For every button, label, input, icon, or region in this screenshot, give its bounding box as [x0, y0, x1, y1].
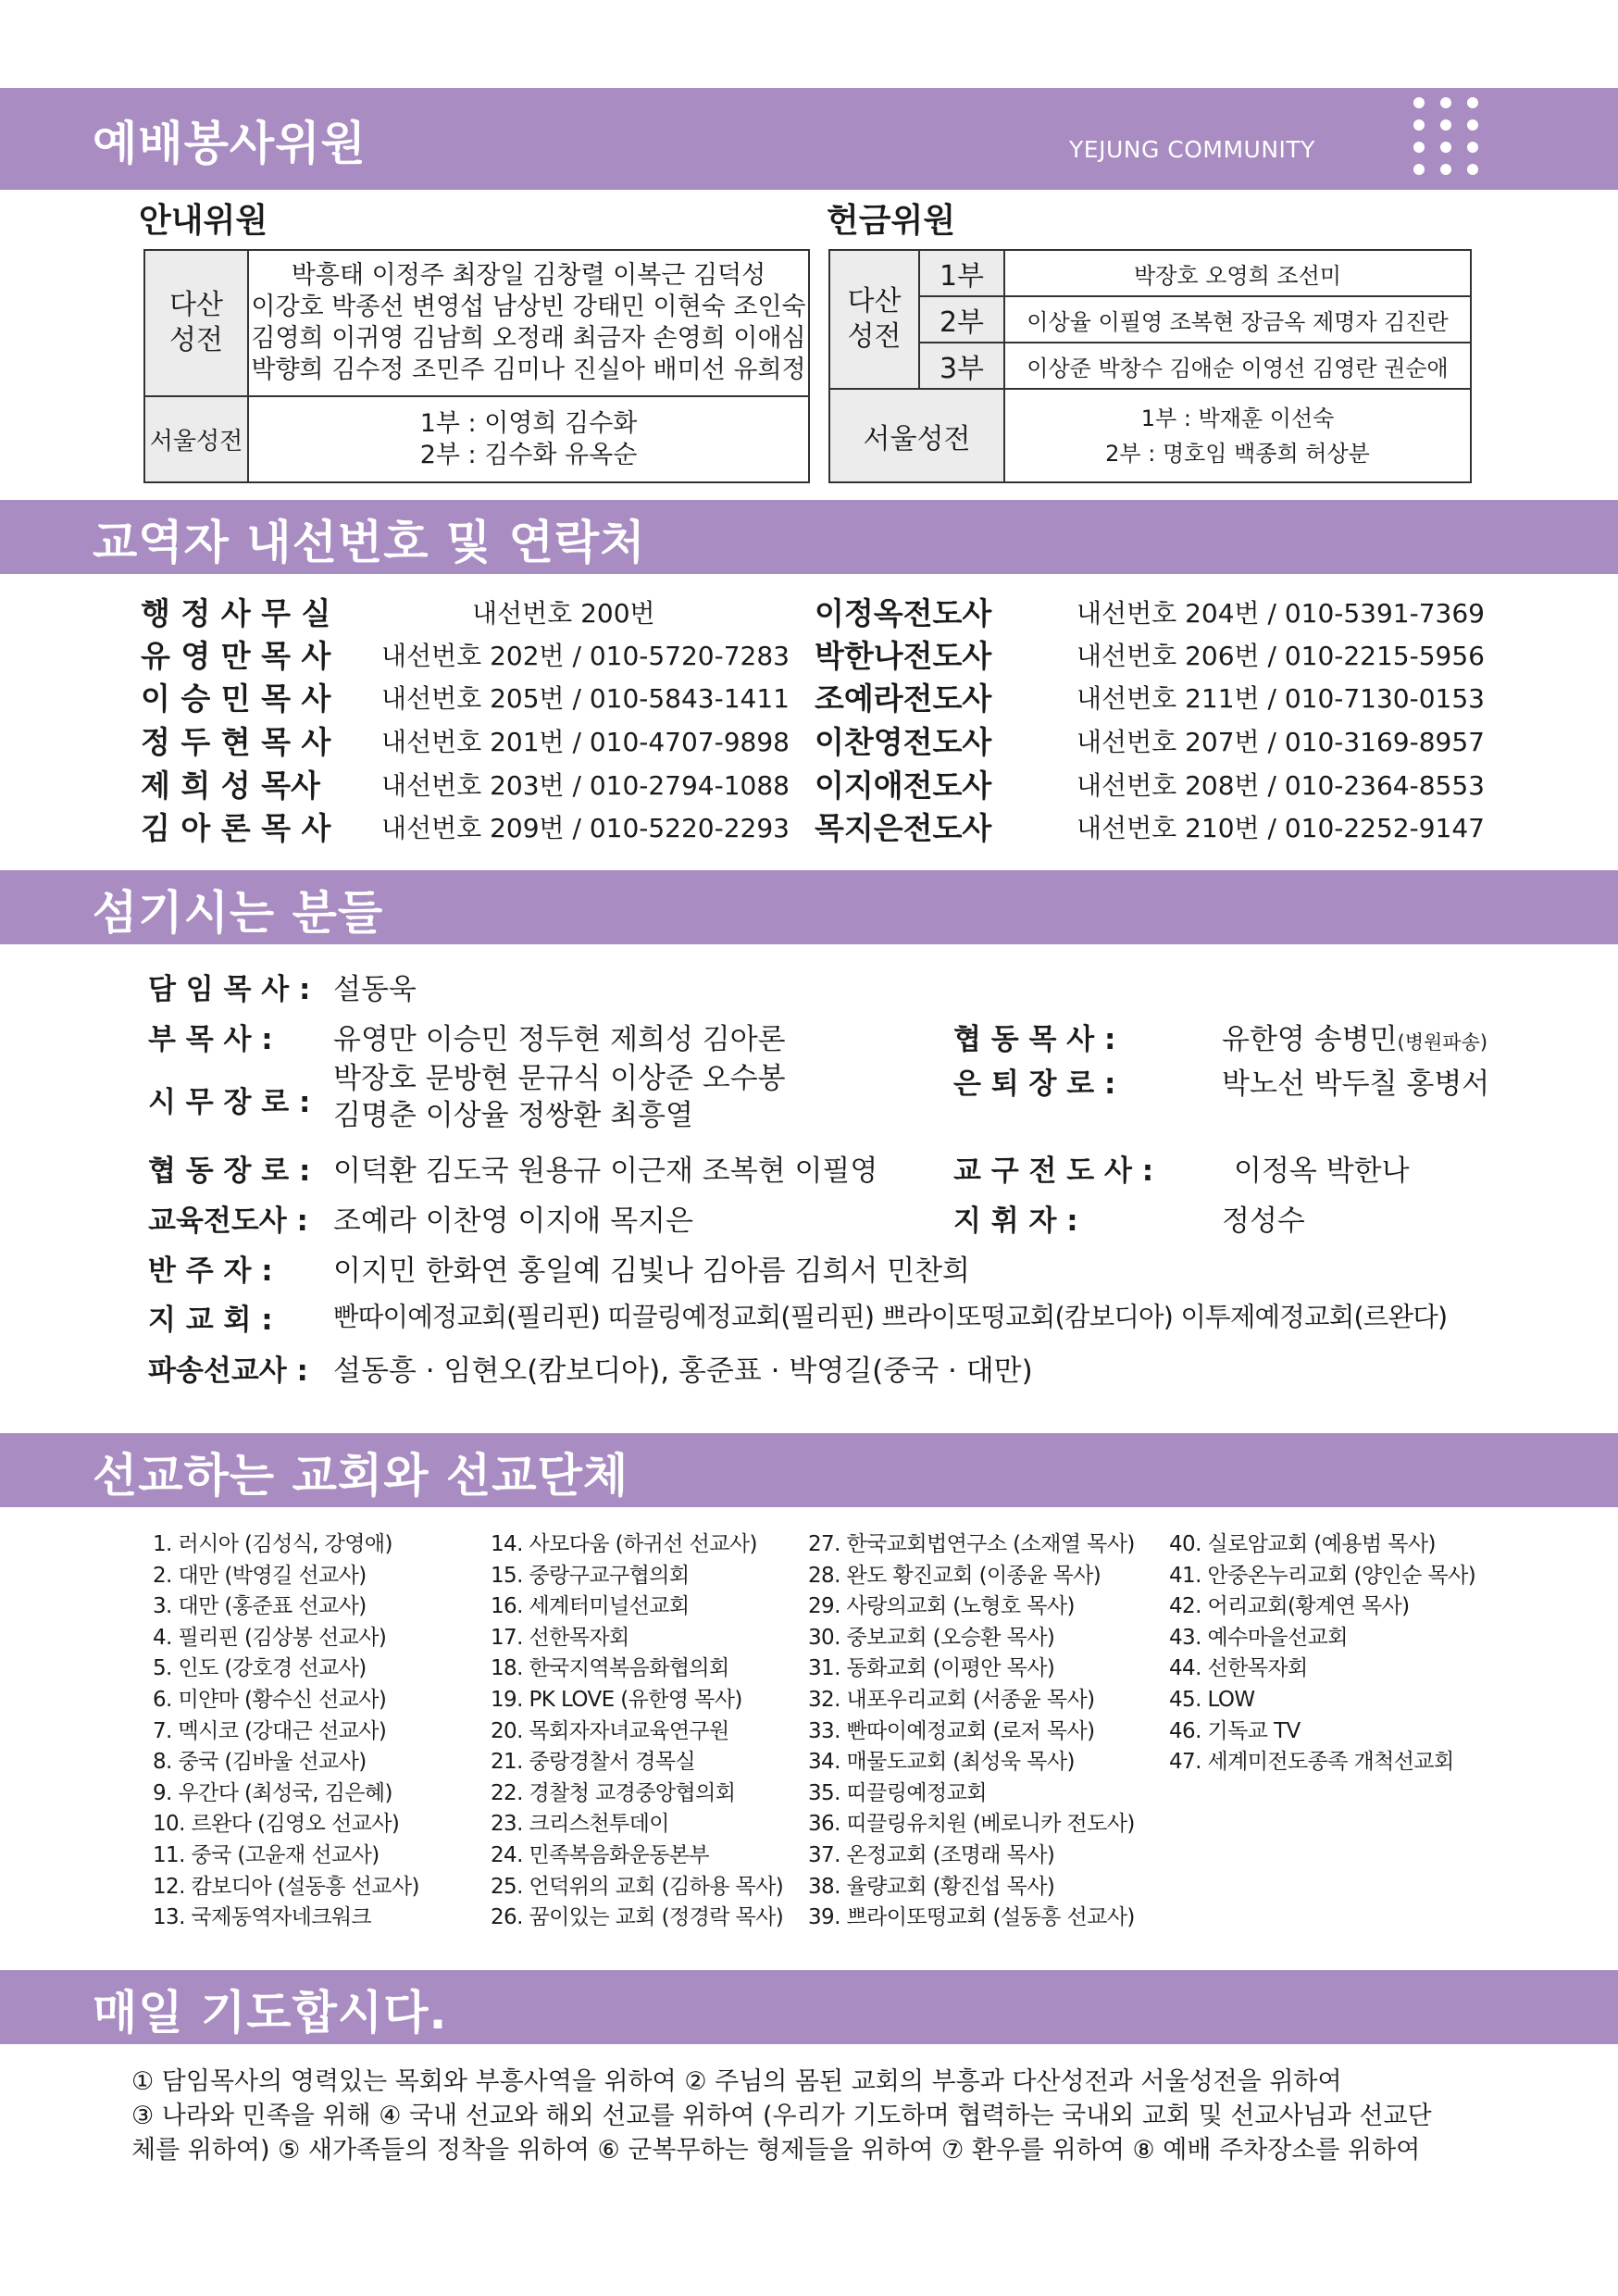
missions-section-header	[0, 1433, 1618, 1507]
contact-name: 정 두 현 목 사	[141, 724, 331, 760]
contact-name: 제 희 성 목사	[141, 767, 320, 804]
servant-label: 부 목 사 :	[148, 1023, 273, 1056]
list-item: 47. 세계미전도종족 개척선교회	[1169, 1750, 1454, 1775]
list-item: 35. 띠끌링예정교회	[808, 1780, 987, 1805]
servant-value: 유영만 이승민 정두현 제희성 김아론	[333, 1023, 786, 1056]
offering-names-1: 박장호 오영희 조선미	[1004, 250, 1471, 296]
list-item: 17. 선한목자회	[491, 1625, 629, 1650]
list-item: 30. 중보교회 (오승환 목사)	[808, 1625, 1055, 1650]
section-title-servants: 섬기시는 분들	[93, 886, 384, 940]
list-item: 31. 동화교회 (이평안 목사)	[808, 1656, 1055, 1681]
list-item: 18. 한국지역복음화협의회	[491, 1656, 729, 1681]
list-item: 28. 완도 황진교회 (이종윤 목사)	[808, 1563, 1101, 1588]
contact-row	[0, 808, 1618, 845]
servant-value: 이지민 한화연 홍일예 김빛나 김아름 김희서 민찬희	[333, 1254, 970, 1288]
missions-column-1	[153, 1529, 419, 1934]
contacts-section-header	[0, 500, 1618, 574]
ushers-table	[143, 249, 810, 483]
offering-names-2: 이상율 이필영 조복현 장금옥 제명자 김진란	[1004, 296, 1471, 343]
missions-column-4	[1169, 1529, 1475, 1778]
servant-value: 박장호 문방현 문규식 이상준 오수봉 김명춘 이상율 정쌍환 최흥열	[333, 1062, 786, 1132]
dot-grid-logo-icon	[1413, 97, 1478, 175]
servant-value: 조예라 이찬영 이지애 목지은	[333, 1204, 693, 1238]
list-item: 36. 띠끌링유치원 (베로니카 전도사)	[808, 1812, 1135, 1837]
servant-label: 지 휘 자 :	[953, 1204, 1078, 1238]
offering-part-3: 3부	[919, 343, 1004, 389]
contact-info: 내선번호 202번 / 010-5720-7283	[381, 641, 790, 671]
worship-section-header	[0, 88, 1618, 190]
contact-name: 조예라전도사	[815, 680, 992, 717]
list-item: 46. 기독교 TV	[1169, 1718, 1301, 1743]
servant-value: 박노선 박두칠 홍병서	[1222, 1067, 1490, 1101]
list-item: 22. 경찰청 교경중앙협의회	[491, 1780, 736, 1805]
list-item: 19. PK LOVE (유한영 목사)	[491, 1687, 742, 1712]
servant-label: 지 교 회 :	[148, 1304, 273, 1337]
section-title-worship: 예배봉사위원	[93, 117, 367, 170]
offering-title: 헌금위원	[827, 202, 956, 240]
servant-label: 시 무 장 로 :	[148, 1086, 311, 1119]
contact-name: 행 정 사 무 실	[141, 595, 331, 631]
list-item: 11. 중국 (고윤재 선교사)	[153, 1842, 380, 1867]
contact-info: 내선번호 205번 / 010-5843-1411	[381, 683, 790, 714]
contact-row	[0, 593, 1618, 630]
section-title-contacts: 교역자 내선번호 및 연락처	[93, 516, 646, 569]
list-item: 32. 내포우리교회 (서종윤 목사)	[808, 1687, 1095, 1712]
prayer-section-header	[0, 1970, 1618, 2044]
list-item: 37. 온정교회 (조명래 목사)	[808, 1842, 1055, 1867]
ushers-seoul-names: 1부 : 이영희 김수화 2부 : 김수화 유옥순	[248, 396, 809, 482]
ushers-dasan-label: 다산 성전	[144, 250, 248, 396]
missions-column-2	[491, 1529, 783, 1934]
servants-section-header	[0, 870, 1618, 944]
contact-row	[0, 766, 1618, 803]
servant-value: 설동욱	[333, 973, 417, 1006]
contact-info: 내선번호 204번 / 010-5391-7369	[1077, 598, 1485, 629]
contact-info: 내선번호 206번 / 010-2215-5956	[1077, 641, 1485, 671]
ushers-title: 안내위원	[139, 202, 268, 240]
servant-label: 협 동 장 로 :	[148, 1154, 311, 1188]
contact-info: 내선번호 201번 / 010-4707-9898	[381, 727, 790, 757]
list-item: 38. 율량교회 (황진섭 목사)	[808, 1874, 1055, 1899]
contact-name: 유 영 만 목 사	[141, 638, 331, 674]
list-item: 33. 빤따이예정교회 (로저 목사)	[808, 1718, 1095, 1743]
prayer-line: 체를 위하여) ⑤ 새가족들의 정착을 위하여 ⑥ 군복무하는 형제들을 위하여 ⑦ 환우를 위하여 ⑧ 예배 주차장소를 위하여	[131, 2136, 1421, 2165]
servant-label: 협 동 목 사 :	[953, 1023, 1116, 1056]
contact-info: 내선번호 209번 / 010-5220-2293	[381, 813, 790, 843]
list-item: 13. 국제동역자네크워크	[153, 1905, 372, 1930]
contact-name: 박한나전도사	[815, 638, 992, 674]
contact-name: 목지은전도사	[815, 810, 992, 846]
list-item: 5. 인도 (강호경 선교사)	[153, 1656, 367, 1681]
list-item: 39. 쁘라이또떵교회 (설동흥 선교사)	[808, 1905, 1135, 1930]
brand-text: YEJUNG COMMUNITY	[1069, 136, 1315, 163]
contact-name: 김 아 론 목 사	[141, 810, 331, 846]
servant-value: 이덕환 김도국 원용규 이근재 조복현 이필영	[333, 1154, 878, 1188]
offering-seoul-label: 서울성전	[829, 389, 1004, 482]
list-item: 42. 어리교회(황계연 목사)	[1169, 1594, 1410, 1619]
servant-note: (병원파송)	[1397, 1031, 1488, 1054]
missions-column-3	[808, 1529, 1135, 1934]
prayer-list	[131, 2065, 1538, 2167]
list-item: 44. 선한목자회	[1169, 1656, 1308, 1681]
servant-value: 정성수	[1222, 1204, 1305, 1238]
contact-info: 내선번호 208번 / 010-2364-8553	[1077, 770, 1485, 801]
contact-info: 내선번호 203번 / 010-2794-1088	[381, 770, 790, 801]
ushers-dasan-names: 박흥태 이정주 최장일 김창렬 이복근 김덕성 이강호 박종선 변영섭 남상빈 강태민 이현숙 조인숙 김영희 이귀영 김남희 오정래 최금자 손영희 이애심 박향희 김수정 조민주 김미나 진실아 배미선 유희정	[248, 250, 809, 396]
contact-row	[0, 722, 1618, 759]
list-item: 21. 중랑경찰서 경목실	[491, 1750, 696, 1775]
list-item: 27. 한국교회법연구소 (소재열 목사)	[808, 1532, 1135, 1556]
prayer-line: ① 담임목사의 영력있는 목회와 부흥사역을 위하여 ② 주님의 몸된 교회의 부흥과 다산성전과 서울성전을 위하여	[131, 2067, 1342, 2096]
list-item: 12. 캄보디아 (설동흥 선교사)	[153, 1874, 419, 1899]
offering-names-3: 이상준 박창수 김애순 이영선 김영란 권순애	[1004, 343, 1471, 389]
list-item: 10. 르완다 (김영오 선교사)	[153, 1812, 400, 1837]
list-item: 8. 중국 (김바울 선교사)	[153, 1750, 367, 1775]
list-item: 26. 꿈이있는 교회 (정경락 목사)	[491, 1905, 784, 1930]
servant-value: 빤따이예정교회(필리핀) 띠끌링예정교회(필리핀) 쁘라이또떵교회(캄보디아) 이투제예정교회(르완다)	[333, 1302, 1448, 1332]
contact-info: 내선번호 207번 / 010-3169-8957	[1077, 727, 1485, 757]
list-item: 25. 언덕위의 교회 (김하용 목사)	[491, 1874, 784, 1899]
servant-value: 유한영 송병민(병원파송)	[1222, 1023, 1488, 1056]
prayer-line: ③ 나라와 민족을 위해 ④ 국내 선교와 해외 선교를 위하여 (우리가 기도하며 협력하는 국내외 교회 및 선교사님과 선교단	[131, 2102, 1432, 2130]
contact-name: 이찬영전도사	[815, 724, 992, 760]
servant-label: 담 임 목 사 :	[148, 973, 311, 1006]
ushers-seoul-label: 서울성전	[144, 396, 248, 482]
list-item: 29. 사랑의교회 (노형호 목사)	[808, 1594, 1075, 1619]
offering-part-1: 1부	[919, 250, 1004, 296]
contact-name: 이 승 민 목 사	[141, 680, 331, 717]
offering-table	[828, 249, 1472, 483]
contact-info: 내선번호 200번	[472, 598, 655, 629]
section-title-missions: 선교하는 교회와 선교단체	[93, 1449, 629, 1503]
list-item: 15. 중랑구교구협의회	[491, 1563, 690, 1588]
contact-row	[0, 636, 1618, 673]
list-item: 45. LOW	[1169, 1687, 1255, 1712]
list-item: 3. 대만 (홍준표 선교사)	[153, 1594, 367, 1619]
servant-label: 파송선교사 :	[148, 1354, 308, 1388]
list-item: 43. 예수마을선교회	[1169, 1625, 1348, 1650]
contact-name: 이지애전도사	[815, 767, 992, 804]
list-item: 1. 러시아 (김성식, 강영애)	[153, 1532, 392, 1556]
list-item: 4. 필리핀 (김상봉 선교사)	[153, 1625, 387, 1650]
servant-label: 반 주 자 :	[148, 1254, 273, 1288]
section-title-prayer: 매일 기도합시다.	[93, 1986, 448, 2040]
servant-label: 교 구 전 도 사 :	[953, 1154, 1154, 1188]
servant-label: 교육전도사 :	[148, 1204, 308, 1238]
list-item: 2. 대만 (박영길 선교사)	[153, 1563, 367, 1588]
list-item: 23. 크리스천투데이	[491, 1812, 669, 1837]
contact-info: 내선번호 211번 / 010-7130-0153	[1077, 683, 1485, 714]
offering-part-2: 2부	[919, 296, 1004, 343]
servant-row	[0, 1060, 1618, 1134]
list-item: 41. 안중온누리교회 (양인순 목사)	[1169, 1563, 1476, 1588]
list-item: 6. 미얀마 (황수신 선교사)	[153, 1687, 387, 1712]
list-item: 9. 우간다 (최성국, 김은혜)	[153, 1780, 392, 1805]
list-item: 14. 사모다움 (하귀선 선교사)	[491, 1532, 757, 1556]
servant-value: 설동흥 · 임현오(캄보디아), 홍준표 · 박영길(중국 · 대만)	[333, 1354, 1033, 1388]
list-item: 20. 목회자자녀교육연구원	[491, 1718, 729, 1743]
list-item: 7. 멕시코 (강대근 선교사)	[153, 1718, 387, 1743]
offering-seoul-names: 1부 : 박재훈 이선숙 2부 : 명호임 백종희 허상분	[1004, 389, 1471, 482]
offering-dasan-label: 다산 성전	[829, 250, 919, 389]
list-item: 40. 실로암교회 (예용범 목사)	[1169, 1532, 1436, 1556]
list-item: 34. 매물도교회 (최성욱 목사)	[808, 1750, 1075, 1775]
list-item: 16. 세계터미널선교회	[491, 1594, 690, 1619]
contact-row	[0, 679, 1618, 716]
contact-info: 내선번호 210번 / 010-2252-9147	[1077, 813, 1485, 843]
contact-name: 이정옥전도사	[815, 595, 992, 631]
servant-value: 이정옥 박한나	[1234, 1154, 1410, 1188]
list-item: 24. 민족복음화운동본부	[491, 1842, 710, 1867]
servant-label: 은 퇴 장 로 :	[953, 1067, 1116, 1101]
